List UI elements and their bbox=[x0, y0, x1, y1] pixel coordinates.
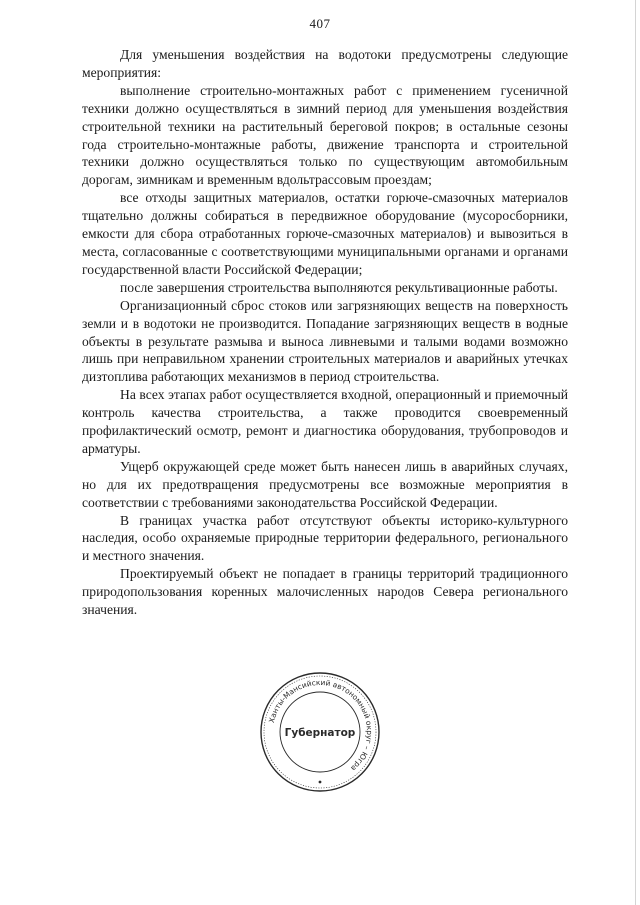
paragraph: Для уменьшения воздействия на водотоки предусмотрены следующие мероприятия: bbox=[82, 47, 568, 80]
paragraph: все отходы защитных материалов, остатки горюче-смазочных материалов тщательно должны собираться в передвижное оборудование (мусоросборники, емкости для сбора отработанных горюче-смазочных материалов) и вывозиться в места, согласованные с соответствующими муниципальными органами и органами государственной власти Российской Федерации; bbox=[82, 190, 568, 277]
document-body bbox=[82, 46, 568, 619]
stamp-ring-text: Ханты-Мансийский автономный округ – Югра bbox=[266, 677, 375, 774]
paragraph: после завершения строительства выполняются рекультивационные работы. bbox=[120, 279, 558, 295]
paragraph: В границах участка работ отсутствуют объекты историко-культурного наследия, особо охраняемые природные территории федерального, регионального и местного значения. bbox=[82, 512, 568, 564]
paragraph: выполнение строительно-монтажных работ с применением гусеничной техники должно осуществляться в зимний период для уменьшения воздействия строительной техники на растительный береговой покров; в остальные сезоны года строительно-монтажные работы, движение транспорта и строительной техники должно осуществляться только по существующим автомобильным дорогам, зимникам и временным вдольтрассовым проездам; bbox=[82, 82, 568, 188]
paragraph: Ущерб окружающей среде может быть нанесен лишь в аварийных случаях, но для их предотвращения предусмотрены все возможные мероприятия в соответствии с требованиями законодательства Российской Федерации. bbox=[82, 458, 568, 510]
stamp-center-text: Губернатор bbox=[284, 727, 356, 739]
paragraph: На всех этапах работ осуществляется входной, операционный и приемочный контроль качества строительства, а также проводится своевременный профилактический осмотр, ремонт и диагностика оборудования, трубопроводов и арматуры. bbox=[82, 387, 568, 456]
page-edge-line bbox=[635, 0, 636, 905]
paragraph: Организационный сброс стоков или загрязняющих веществ на поверхность земли и в водотоки не производится. Попадание загрязняющих веществ в водные объекты в результате размыва и выноса ливневыми и талыми водами возможно лишь при неправильном хранении строительных материалов и аварийных утечках дизтоплива работающих механизмов в период строительства. bbox=[82, 297, 568, 385]
page-number: 407 bbox=[309, 16, 331, 31]
stamp-dot bbox=[319, 781, 322, 784]
official-stamp bbox=[258, 670, 382, 794]
paragraph: Проектируемый объект не попадает в границы территорий традиционного природопользования коренных малочисленных народов Севера регионального значения. bbox=[82, 566, 568, 618]
